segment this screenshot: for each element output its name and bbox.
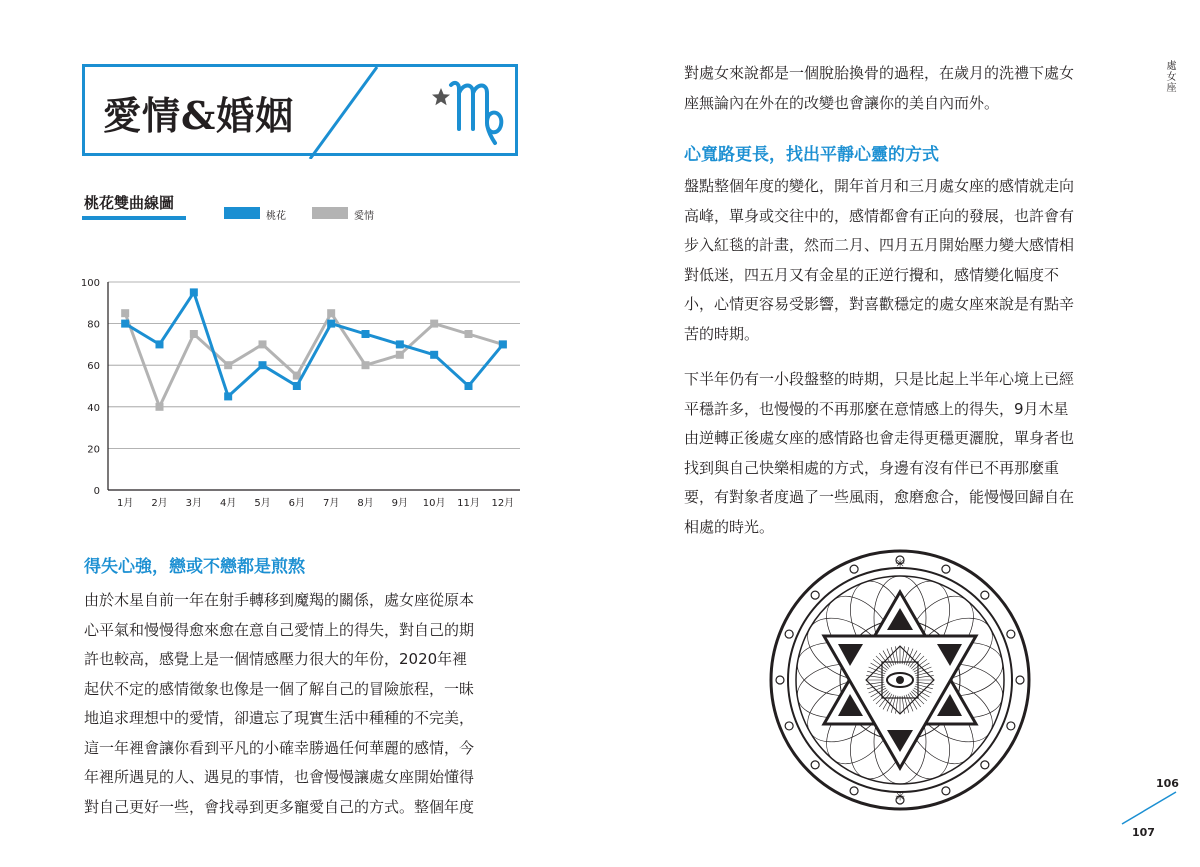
text-line: 下半年仍有一小段盤整的時期，只是比起上半年心境上已經 (684, 370, 1075, 388)
data-point-taohua (293, 382, 301, 390)
chart-heading: 桃花雙曲線圖 (84, 194, 175, 212)
x-tick-label: 6月 (288, 498, 306, 509)
mandala-ring-dot (1016, 676, 1024, 684)
data-point-taohua (362, 330, 370, 338)
page-title: 愛情&婚姻 (103, 93, 295, 138)
data-point-aiqing (190, 330, 198, 338)
data-point-taohua (121, 320, 129, 328)
y-tick-label: 20 (87, 444, 100, 456)
svg-text:✳: ✳ (894, 789, 906, 804)
mandala-ring-dot (1007, 722, 1015, 730)
y-tick-label: 100 (80, 278, 100, 289)
left-paragraph (84, 586, 524, 822)
right-section-heading: 心寬路更長，找出平靜心靈的方式 (684, 145, 939, 165)
data-point-aiqing (259, 340, 267, 348)
text-line: 這一年裡會讓你看到平凡的小確幸勝過任何華麗的感情，今 (84, 738, 475, 757)
x-tick-label: 4月 (219, 498, 237, 509)
text-line: 相處的時光。 (684, 517, 775, 536)
data-point-aiqing (224, 361, 232, 369)
text-line: 盤點整個年度的變化，開年首月和三月處女座的感情就走向 (684, 177, 1075, 195)
data-point-aiqing (430, 320, 438, 328)
page-number-right-top: 106 (1156, 777, 1179, 790)
text-line: 許也較高，感覺上是一個情感壓力很大的年份，2020年裡 (84, 650, 468, 668)
mandala-ring-dot (942, 565, 950, 573)
x-tick-label: 2月 (151, 498, 168, 509)
data-point-taohua (156, 340, 164, 348)
mandala-ring-dot (811, 591, 819, 599)
text-line: 步入紅毯的計畫，然而二月、四月五月開始壓力變大感情相 (684, 236, 1075, 254)
section-title-box (82, 64, 518, 156)
legend-swatch-taohua (224, 207, 260, 219)
left-section-heading: 得失心強，戀或不戀都是煎熬 (84, 557, 305, 577)
mandala-ring-dot (981, 591, 989, 599)
mandala-ring-dot (850, 565, 858, 573)
mandala-ring-dot (1007, 630, 1015, 638)
data-point-aiqing (465, 330, 473, 338)
page-number-divider (1120, 790, 1178, 826)
data-point-taohua (430, 351, 438, 359)
text-line: 高峰，單身或交往中的，感情都會有正向的發展，也許會有 (684, 206, 1075, 225)
mandala-ring-dot (811, 761, 819, 769)
series-line-aiqing (125, 313, 503, 407)
text-line: 小，心情更容易受影響，對喜歡穩定的處女座來說是有點辛 (684, 295, 1075, 313)
running-head: 處女座 (1164, 60, 1175, 93)
page-number-right-bottom: 107 (1132, 826, 1155, 839)
data-point-aiqing (362, 361, 370, 369)
x-tick-label: 11月 (457, 498, 480, 509)
x-tick-label: 8月 (357, 498, 374, 509)
line-chart (70, 270, 530, 514)
x-tick-label: 3月 (185, 498, 203, 509)
x-tick-label: 7月 (322, 498, 340, 509)
mandala-ring-dot (785, 630, 793, 638)
mandala-ring-dot (850, 787, 858, 795)
data-point-taohua (327, 320, 335, 328)
text-line: 苦的時期。 (684, 324, 760, 343)
chart-heading-underline (82, 216, 186, 220)
virgo-icon (445, 73, 511, 153)
x-tick-label: 5月 (254, 498, 271, 509)
legend-swatch-aiqing (312, 207, 348, 219)
text-line: 座無論內在外在的改變也會讓你的美自內而外。 (684, 93, 1000, 112)
x-tick-label: 1月 (116, 498, 134, 509)
data-point-taohua (224, 392, 232, 400)
right-paragraph-2 (684, 365, 1134, 542)
right-intro-paragraph (684, 59, 1134, 118)
svg-text:✳: ✳ (894, 556, 906, 571)
text-line: 心平氣和慢慢得愈來愈在意自己愛情上的得失，對自己的期 (84, 620, 475, 639)
data-point-taohua (190, 288, 198, 296)
text-line: 由逆轉正後處女座的感情路也會走得更穩更灑脫，單身者也 (684, 429, 1075, 447)
mandala-illustration (768, 548, 1032, 812)
text-line: 平穩許多，也慢慢的不再那麼在意情感上的得失，9月木星 (684, 399, 1069, 418)
x-tick-label: 10月 (422, 498, 446, 509)
text-line: 對自己更好一些，會找尋到更多寵愛自己的方式。整個年度 (84, 797, 475, 816)
y-tick-label: 40 (87, 402, 100, 414)
data-point-taohua (396, 340, 404, 348)
data-point-taohua (499, 340, 507, 348)
legend-label-aiqing: 愛情 (354, 211, 374, 222)
text-line: 要，有對象者度過了一些風雨，愈磨愈合，能慢慢回歸自在 (684, 488, 1075, 506)
data-point-aiqing (156, 403, 164, 411)
text-line: 起伏不定的感情徵象也像是一個了解自己的冒險旅程，一昧 (84, 679, 475, 698)
mandala-ring-dot (776, 676, 784, 684)
mandala-ring-dot (981, 761, 989, 769)
data-point-taohua (465, 382, 473, 390)
x-tick-label: 12月 (491, 498, 515, 509)
text-line: 找到與自己快樂相處的方式，身邊有沒有伴已不再那麼重 (684, 458, 1060, 477)
mandala-ring-dot (942, 787, 950, 795)
data-point-aiqing (396, 351, 404, 359)
x-tick-label: 9月 (391, 498, 409, 509)
y-tick-label: 80 (87, 319, 100, 331)
data-point-aiqing (327, 309, 335, 317)
data-point-aiqing (121, 309, 129, 317)
right-paragraph-1 (684, 172, 1134, 349)
mandala-ring-dot (785, 722, 793, 730)
text-line: 對低迷，四五月又有金星的正逆行攪和，感情變化幅度不 (684, 265, 1060, 284)
data-point-taohua (259, 361, 267, 369)
text-line: 對處女來說都是一個脫胎換骨的過程，在歲月的洗禮下處女 (684, 64, 1075, 82)
legend-label-taohua: 桃花 (266, 211, 286, 222)
text-line: 由於木星自前一年在射手轉移到魔羯的關係，處女座從原本 (84, 591, 475, 609)
y-tick-label: 0 (93, 486, 100, 497)
y-tick-label: 60 (87, 361, 100, 373)
text-line: 地追求理想中的愛情，卻遺忘了現實生活中種種的不完美， (84, 709, 475, 727)
text-line: 年裡所遇見的人、遇見的事情，也會慢慢讓處女座開始懂得 (84, 768, 475, 786)
